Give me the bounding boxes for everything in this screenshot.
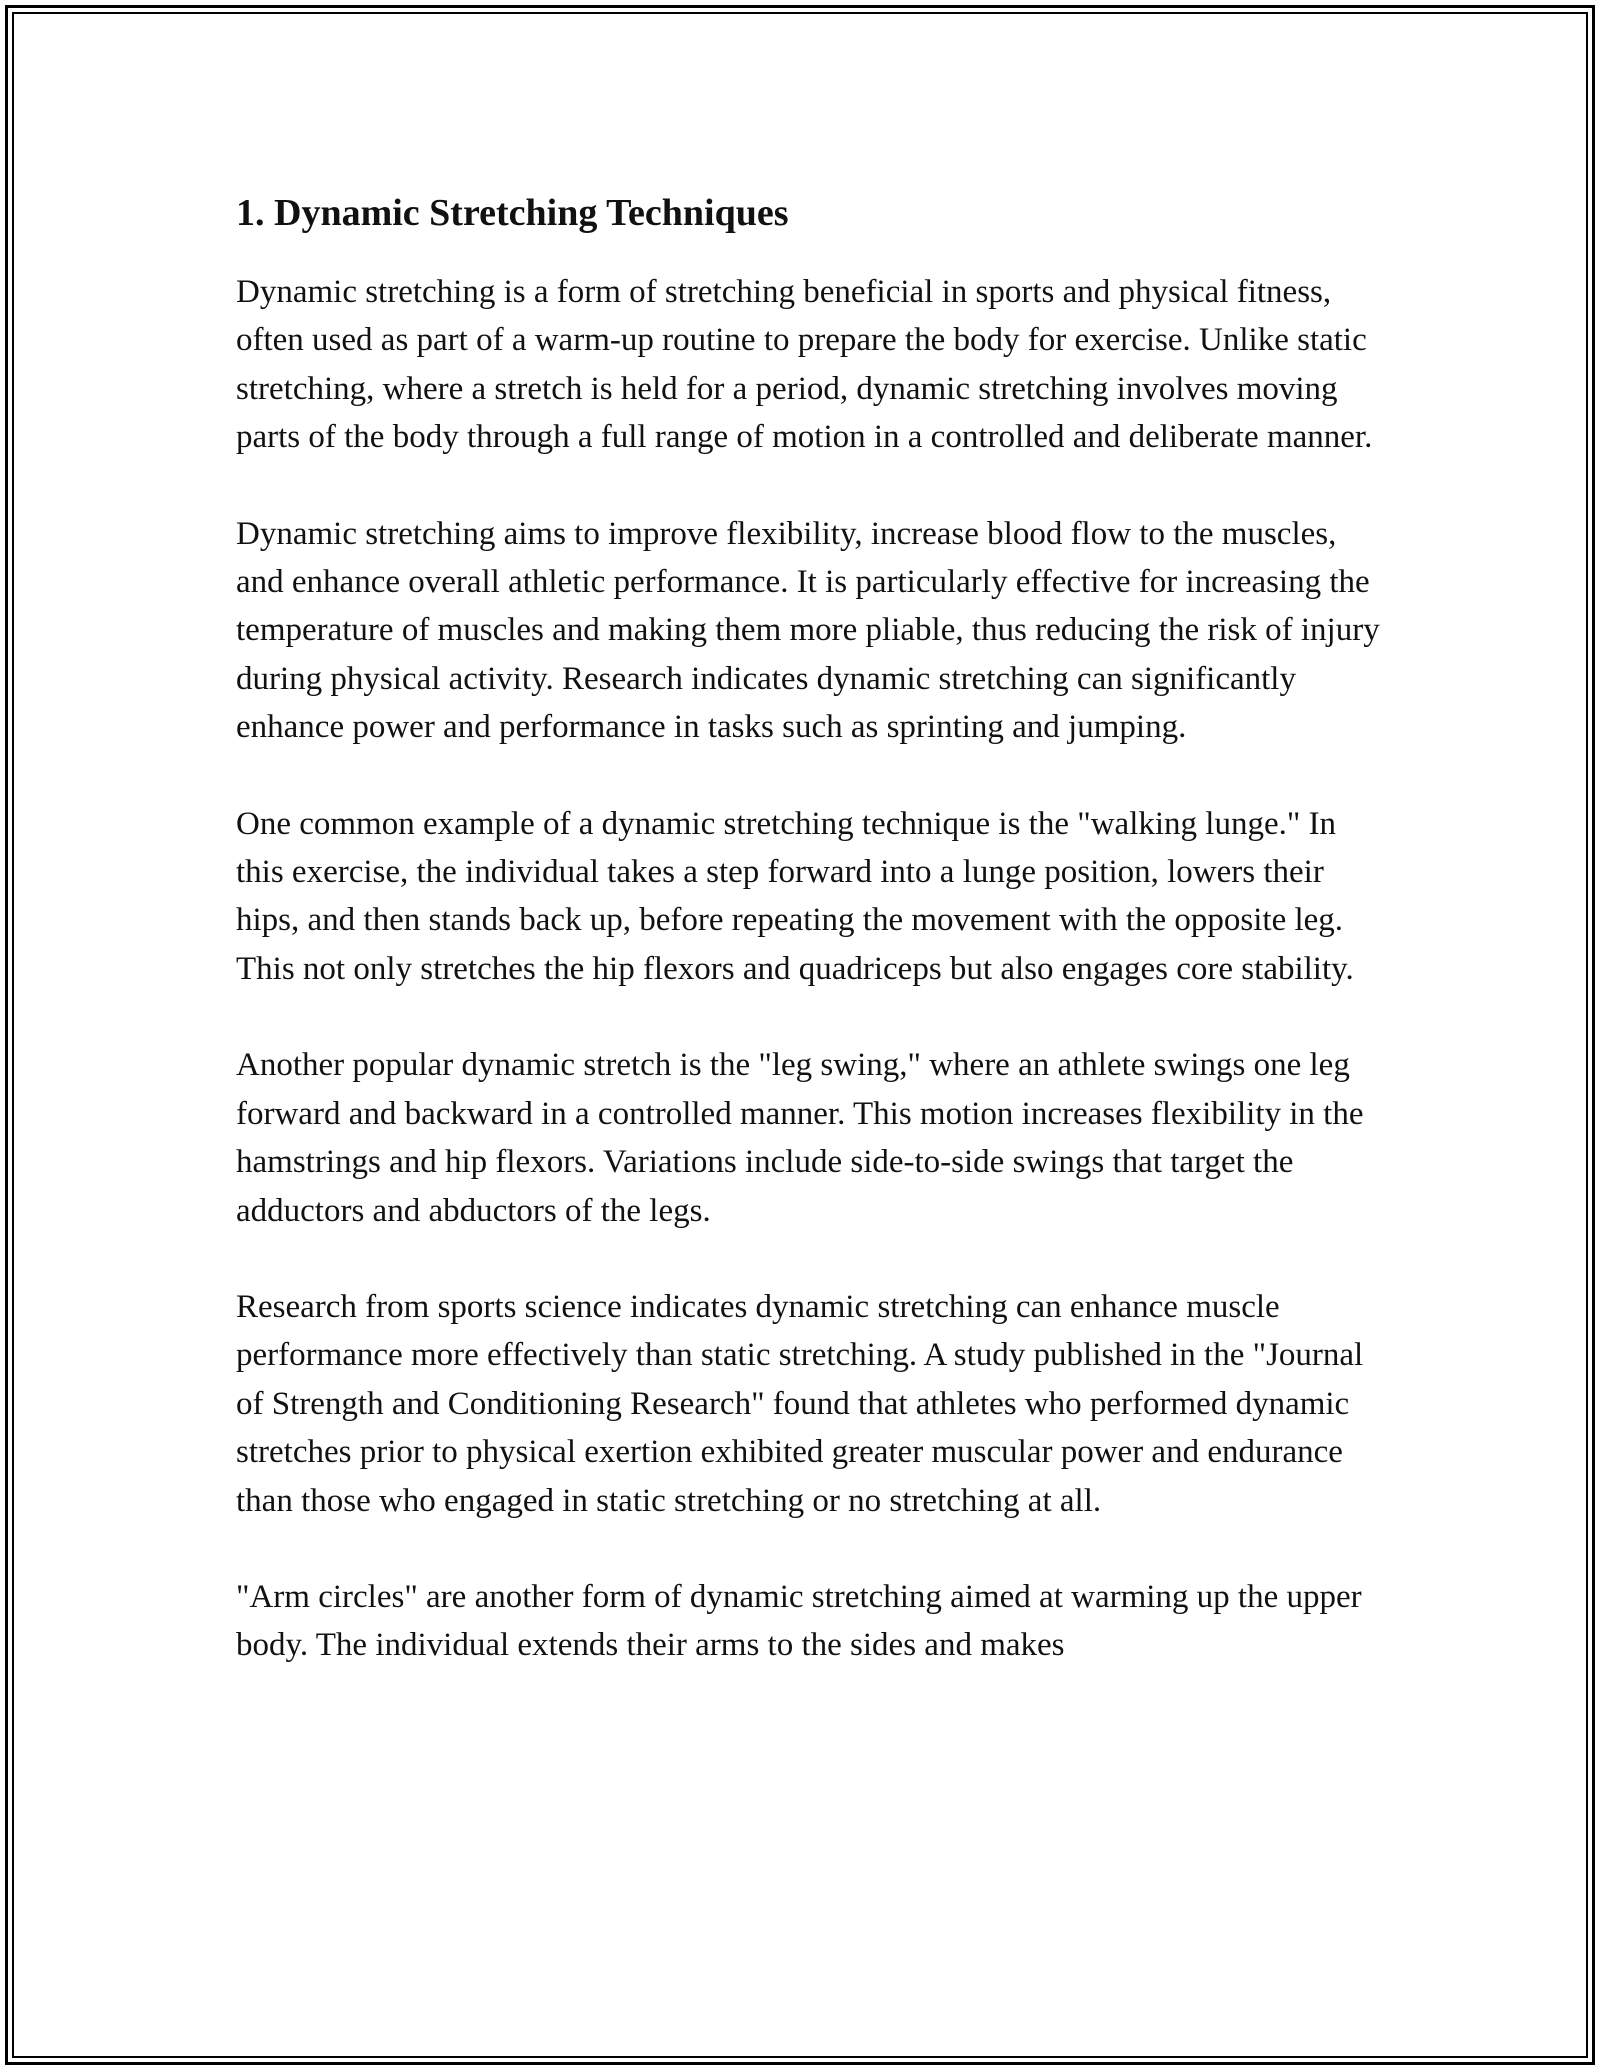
document-body xyxy=(236,184,1386,1718)
paragraph-benefits: Dynamic stretching aims to improve flexibility, increase blood flow to the muscles, and enhance overall athletic performance. It is particularly effective for increasing the temperature of muscles and making them more pliable, thus reducing the risk of injury during physical activity. Research indicates dynamic stretching can significantly enhance power and performance in tasks such as sprinting and jumping. xyxy=(236,515,1380,746)
paragraph-arm-circles: "Arm circles" are another form of dynamic stretching aimed at warming up the upper body. The individual extends their arms to the sides and makes xyxy=(236,1578,1362,1664)
paragraph-research: Research from sports science indicates dynamic stretching can enhance muscle performance more effectively than static stretching. A study published in the "Journal of Strength and Conditioning Research" found that athletes who performed dynamic stretches prior to physical exertion exhibited greater muscular power and endurance than those who engaged in static stretching or no stretching at all. xyxy=(236,1288,1364,1519)
paragraph-intro: Dynamic stretching is a form of stretching beneficial in sports and physical fitness, often used as part of a warm-up routine to prepare the body for exercise. Unlike static stretching, where a stretch is held for a period, dynamic stretching involves moving parts of the body through a full range of motion in a controlled and deliberate manner. xyxy=(236,274,1373,456)
paragraph-leg-swing: Another popular dynamic stretch is the "leg swing," where an athlete swings one leg forward and backward in a controlled manner. This motion increases flexibility in the hamstrings and hip flexors. Variations include side-to-side swings that target the adductors and abductors of the legs. xyxy=(236,1047,1364,1229)
paragraph-walking-lunge: One common example of a dynamic stretching technique is the "walking lunge." In this exercise, the individual takes a step forward into a lunge position, lowers their hips, and then stands back up, before repeating the movement with the opposite leg. This not only stretches the hip flexors and quadriceps but also engages core stability. xyxy=(236,805,1354,987)
section-heading: 1. Dynamic Stretching Techniques xyxy=(236,192,789,234)
